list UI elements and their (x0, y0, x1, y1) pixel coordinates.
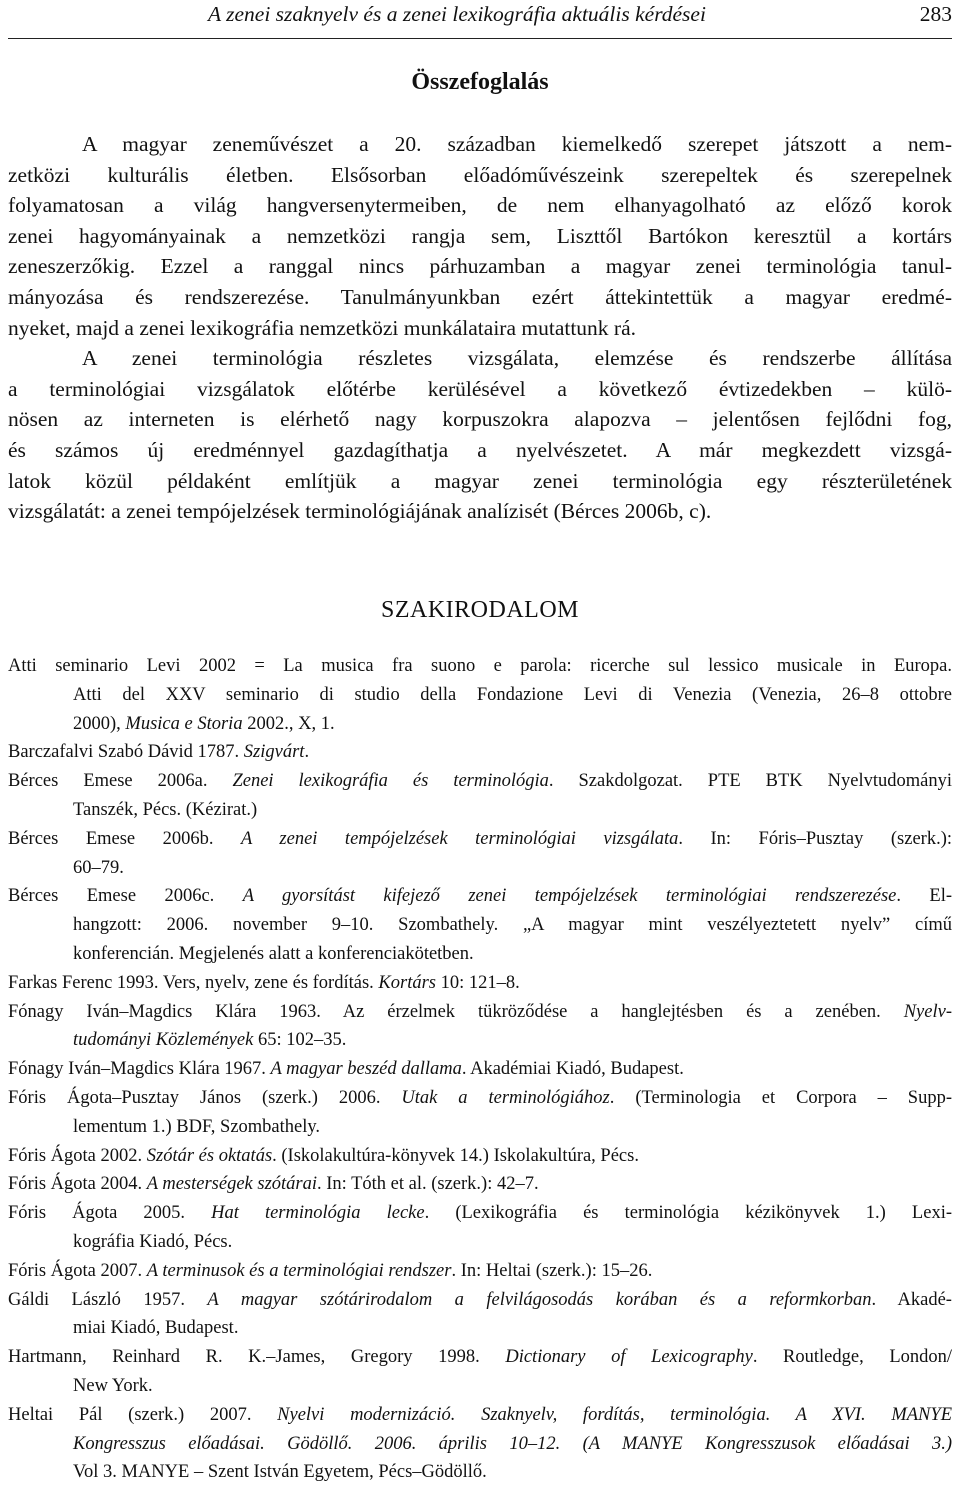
reference-segment: Bérces Emese 2006a. (8, 771, 233, 792)
reference-line (8, 1286, 952, 1315)
reference-segment: . In: Fóris–Pusztay (szerk.): (678, 828, 952, 849)
reference-segment: Fóris Ágota 2002. (8, 1145, 147, 1166)
reference-line (8, 1199, 952, 1228)
reference-entry (8, 1199, 952, 1257)
reference-entry (8, 825, 952, 883)
reference-segment: Fóris Ágota 2005. (8, 1203, 212, 1224)
reference-segment: Fónagy Iván–Magdics Klára 1967. (8, 1059, 271, 1080)
reference-line (8, 738, 952, 767)
reference-title-segment: A gyorsítást kifejező zenei tempójelzések terminológiai rendszerezése (242, 886, 897, 907)
reference-line (8, 911, 952, 940)
reference-segment: 2002., X, 1. (242, 713, 335, 734)
reference-entry (8, 1257, 952, 1286)
reference-title-segment: A zenei tempójelzések terminológiai vizsgálata (240, 828, 679, 849)
reference-segment: 65: 102–35. (253, 1030, 347, 1051)
reference-segment: miai Kiadó, Budapest. (73, 1318, 239, 1339)
body-line: nösen az interneten is elérhető nagy korpuszokra alapozva – jelentősen fejlődni fog, (8, 407, 952, 432)
reference-segment: . (Iskolakultúra-könyvek 14.) Iskolakultúra, Pécs. (272, 1145, 639, 1166)
reference-segment: . In: Heltai (szerk.): 15–26. (451, 1260, 653, 1281)
reference-title-segment: Musica e Storia (125, 713, 243, 734)
reference-line (8, 1142, 952, 1171)
reference-segment: Atti seminario Levi 2002 = La musica fra suono e parola: ricerche sul lessico musicale in Europa. (8, 656, 952, 676)
reference-line (8, 882, 952, 911)
reference-line (8, 1401, 952, 1430)
reference-title-segment: Kortárs (378, 972, 436, 993)
reference-line (8, 1343, 952, 1372)
reference-title-segment: A magyar szótárirodalom a felvilágosodás korában és a reformkorban (207, 1289, 872, 1310)
reference-line (8, 940, 952, 969)
reference-line (8, 1458, 952, 1487)
reference-segment: kográfia Kiadó, Pécs. (73, 1231, 233, 1252)
reference-entry (8, 652, 952, 738)
reference-title-segment: A mesterségek szótárai (146, 1174, 317, 1195)
reference-title-segment: Szigvárt (243, 742, 305, 763)
reference-line (8, 969, 952, 998)
reference-entry (8, 767, 952, 825)
reference-line (8, 1113, 952, 1142)
reference-title-segment: Dictionary of Lexicography (505, 1347, 753, 1368)
reference-title-segment: Nyelv- (903, 1001, 952, 1022)
reference-title-segment: Szótár és oktatás (146, 1145, 273, 1166)
reference-segment: Farkas Ferenc 1993. Vers, nyelv, zene és fordítás. (8, 972, 379, 993)
body-line: vizsgálatát: a zenei tempójelzések terminológiájának analízisét (Bérces 2006b, c). (8, 499, 712, 524)
reference-segment: Bérces Emese 2006b. (8, 828, 241, 849)
reference-entry (8, 1343, 952, 1401)
reference-title-segment: Kongresszus előadásai. Gödöllő. 2006. április 10–12. (A MANYE Kongresszusok előadásai 3.) (73, 1433, 952, 1454)
reference-segment: Barczafalvi Szabó Dávid 1787. (8, 742, 244, 763)
reference-segment: . El- (896, 886, 952, 907)
reference-segment: . Akadémiai Kiadó, Budapest. (461, 1059, 684, 1080)
reference-segment: . (Lexikográfia és terminológia kézikönyvek 1.) Lexi- (424, 1203, 952, 1224)
reference-segment: Bérces Emese 2006c. (8, 886, 243, 907)
reference-segment: Hartmann, Reinhard R. K.–James, Gregory 1998. (8, 1347, 506, 1368)
reference-segment: Gáldi László 1957. (8, 1289, 208, 1310)
reference-line (8, 796, 952, 825)
reference-segment: Heltai Pál (szerk.) 2007. (8, 1404, 278, 1425)
running-title: A zenei szaknyelv és a zenei lexikográfia aktuális kérdései (208, 2, 706, 26)
reference-segment: Fóris Ágota–Pusztay János (szerk.) 2006. (8, 1087, 402, 1108)
body-line: mányozása és rendszerezése. Tanulmányunkban ezért áttekintettük a magyar eredmé- (8, 284, 952, 309)
reference-entry (8, 998, 952, 1056)
references-heading: SZAKIRODALOM (381, 597, 579, 623)
reference-segment: Fóris Ágota 2004. (8, 1174, 147, 1195)
body-line: és számos új eredménnyel gazdagíthatja a nyelvészetet. A már megkezdett vizsgá- (8, 437, 952, 462)
reference-segment: 10: 121–8. (436, 972, 520, 993)
reference-line (8, 681, 952, 710)
reference-title-segment: Nyelvi modernizáció. Szaknyelv, fordítás, terminológia. A XVI. MANYE (277, 1404, 952, 1425)
reference-line (8, 767, 952, 796)
reference-segment: Fónagy Iván–Magdics Klára 1963. Az érzelmek tükröződése a hanglejtésben és a zenében. (8, 1001, 904, 1022)
page-number: 283 (919, 2, 952, 26)
running-header (8, 0, 952, 39)
reference-entry (8, 1142, 952, 1171)
body-line: a terminológiai vizsgálatok előtérbe kerülésével a következő évtizedekben – külö- (8, 376, 952, 401)
reference-line (8, 1228, 952, 1257)
reference-title-segment: tudományi Közlemények (73, 1030, 254, 1051)
reference-line (8, 710, 952, 739)
body-line: nyeket, majd a zenei lexikográfia nemzetközi munkálataira mutattunk rá. (8, 315, 637, 340)
reference-segment: Atti del XXV seminario di studio della Fondazione Levi di Venezia (Venezia, 26–8 ottobre (73, 684, 952, 705)
reference-segment: Fóris Ágota 2007. (8, 1260, 147, 1281)
reference-entry (8, 882, 952, 968)
reference-segment: . Akadé- (871, 1289, 952, 1310)
body-line: folyamatosan a világ hangversenytermeiben, de nem elhanyagolható az előző korok (8, 193, 952, 218)
reference-segment: lementum 1.) BDF, Szombathely. (73, 1116, 321, 1137)
body-line: latok közül példaként említjük a magyar zenei terminológia egy részterületének (8, 468, 952, 493)
reference-segment: Vol 3. MANYE – Szent István Egyetem, Pécs–Gödöllő. (73, 1462, 487, 1483)
reference-title-segment: Zenei lexikográfia és terminológia (232, 771, 549, 792)
reference-segment: . (304, 742, 310, 763)
summary-body (8, 129, 952, 527)
body-line: zenei hagyományainak a nemzetközi rangja sem, Liszttől Bartókon keresztül a kortárs (8, 223, 952, 248)
reference-title-segment: A terminusok és a terminológiai rendszer (146, 1260, 452, 1281)
reference-segment: 60–79. (73, 857, 124, 878)
reference-segment: . Szakdolgozat. PTE BTK Nyelvtudományi (548, 771, 952, 792)
reference-entry (8, 1084, 952, 1142)
reference-title-segment: A magyar beszéd dallama (270, 1059, 462, 1080)
reference-segment: hangzott: 2006. november 9–10. Szombathely. „A magyar mint veszélyeztetett nyelv” című (73, 915, 952, 936)
reference-line (8, 1314, 952, 1343)
reference-line (8, 854, 952, 883)
reference-segment: New York. (73, 1375, 153, 1396)
section-title: Összefoglalás (411, 69, 549, 95)
reference-line (8, 1372, 952, 1401)
reference-list (8, 652, 952, 1487)
reference-segment: konferencián. Megjelenés alatt a konferenciakötetben. (73, 943, 474, 964)
reference-entry (8, 1401, 952, 1487)
body-line: zeneszerzőkig. Ezzel a ranggal nincs párhuzamban a magyar zenei terminológia tanul- (8, 254, 952, 279)
reference-entry (8, 1055, 952, 1084)
reference-entry (8, 738, 952, 767)
reference-line (8, 1257, 952, 1286)
reference-line (8, 998, 952, 1027)
body-line: A magyar zeneművészet a 20. században kiemelkedő szerepet játszott a nem- (82, 132, 952, 156)
body-line: zetközi kulturális életben. Elsősorban előadóművészeink szerepeltek és szerepelnek (8, 162, 952, 187)
reference-entry (8, 1286, 952, 1344)
reference-segment: . Routledge, London/ (752, 1347, 953, 1368)
reference-line (8, 1430, 952, 1459)
reference-entry (8, 1170, 952, 1199)
reference-line (8, 825, 952, 854)
reference-line (8, 1084, 952, 1113)
reference-segment: . In: Tóth et al. (szerk.): 42–7. (317, 1174, 539, 1195)
reference-line (8, 1170, 952, 1199)
reference-segment: . (Terminologia et Corpora – Supp- (609, 1087, 953, 1108)
reference-title-segment: Utak a terminológiához (401, 1087, 610, 1108)
reference-segment: 2000), (73, 713, 126, 734)
reference-line (8, 1055, 952, 1084)
reference-segment: Tanszék, Pécs. (Kézirat.) (73, 799, 258, 820)
reference-entry (8, 969, 952, 998)
body-line: A zenei terminológia részletes vizsgálata, elemzése és rendszerbe állítása (82, 346, 952, 371)
reference-line (8, 1026, 952, 1055)
reference-line (8, 652, 952, 681)
reference-title-segment: Hat terminológia lecke (211, 1203, 425, 1224)
